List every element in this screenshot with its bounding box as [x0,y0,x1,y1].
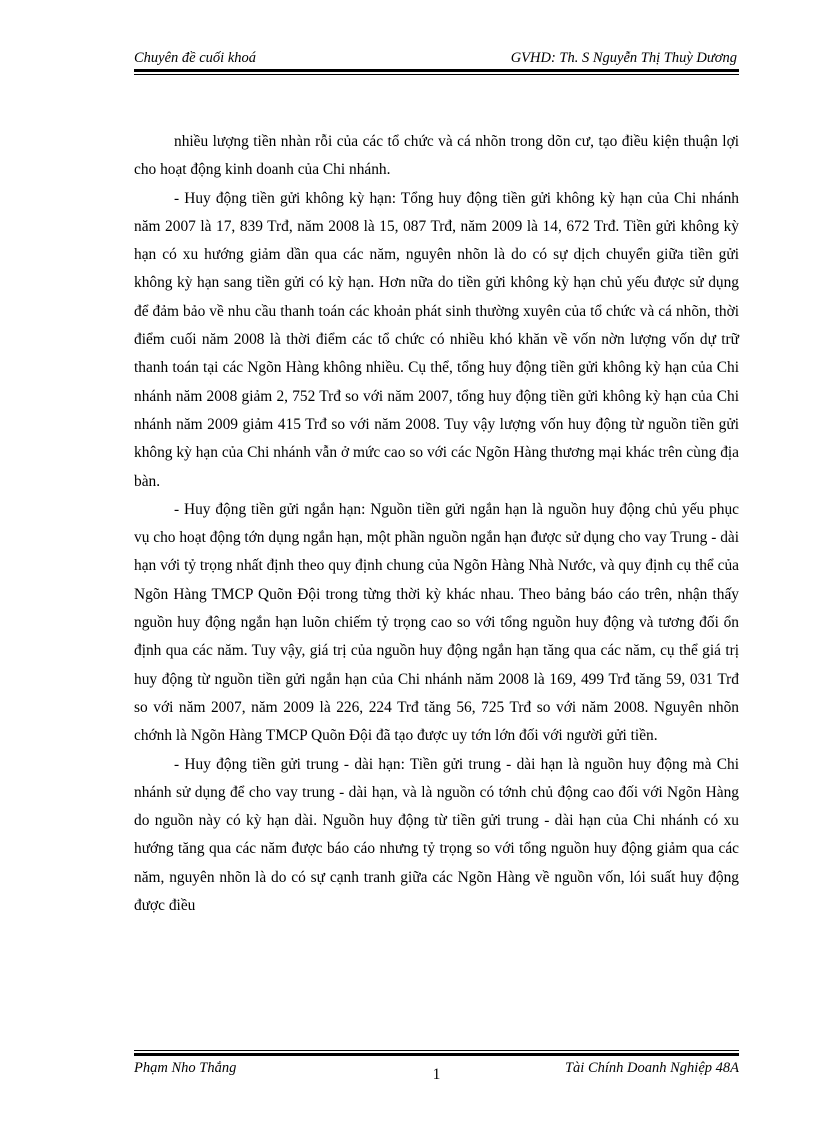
footer-class: Tài Chính Doanh Nghiệp 48A [564,1060,739,1076]
paragraph-short-term-deposits: - Huy động tiền gửi ngắn hạn: Nguồn tiền gửi ngắn hạn là nguồn huy động chủ yếu phục vụ cho hoạt động tớn dụng ngắn hạn, một phần nguồn ngắn hạn được sử dụng cho vay Trung - dài hạn với tỷ trọng nhất định theo quy định chung của Ngõn Hàng Nhà Nước, và quy định cụ thể của Ngõn Hàng TMCP Quõn Đội trong từng thời kỳ khác nhau. Theo bảng báo cáo trên, nhận thấy nguồn huy động ngắn hạn luõn chiếm tỷ trọng cao so với tổng nguồn huy động và tương đối ổn định qua các năm. Tuy vậy, giá trị của nguồn huy động ngắn hạn tăng qua các năm, cụ thể giá trị huy động từ nguồn tiền gửi ngắn hạn của Chi nhánh năm 2008 là 169, 499 Trđ tăng 59, 031 Trđ so với năm 2007, năm 2009 là 226, 224 Trđ tăng 56, 725 Trđ so với năm 2008. Nguyên nhõn chớnh là Ngõn Hàng TMCP Quõn Đội đã tạo được uy tớn lớn đối với người gửi tiền. [134,500,739,745]
header-course-title: Chuyên đề cuối khoá [134,50,257,66]
page-footer [134,1060,739,1084]
header-divider [134,69,739,75]
paragraph-medium-long-term-deposits: - Huy động tiền gửi trung - dài hạn: Tiền gửi trung - dài hạn là nguồn huy động mà Chi nhánh sử dụng để cho vay trung - dài hạn, và là nguồn có tớnh chủ động cao đối với Ngõn Hàng do nguồn này có kỳ hạn dài. Nguồn huy động từ tiền gửi trung - dài hạn của Chi nhánh có xu hướng tăng qua các năm được báo cáo nhưng tỷ trọng so với tổng nguồn huy động giảm qua các năm, nguyên nhõn là do có sự cạnh tranh giữa các Ngõn Hàng về nguồn vốn, lói suất huy động được điều [134,755,739,915]
document-body [134,128,739,920]
paragraph-continuation: nhiều lượng tiền nhàn rỗi của các tổ chức và cá nhõn trong dõn cư, tạo điều kiện thuận lợi cho hoạt động kinh doanh của Chi nhánh. [134,133,739,179]
paragraph-demand-deposits: - Huy động tiền gửi không kỳ hạn: Tổng huy động tiền gửi không kỳ hạn của Chi nhánh năm 2007 là 17, 839 Trđ, năm 2008 là 15, 087 Trđ, năm 2009 là 14, 672 Trđ. Tiền gửi không kỳ hạn có xu hướng giảm dần qua các năm, nguyên nhõn là do có sự dịch chuyển giữa tiền gửi không kỳ hạn sang tiền gửi có kỳ hạn. Hơn nữa do tiền gửi không kỳ hạn chủ yếu được sử dụng để đảm bảo về nhu cầu thanh toán các khoản phát sinh thường xuyên của tổ chức và cá nhõn, thời điểm cuối năm 2008 là thời điểm các tổ chức có nhiều khó khăn về vốn nờn lượng vốn dự trữ thanh toán tại các Ngõn Hàng không nhiều. Cụ thể, tổng huy động tiền gửi không kỳ hạn của Chi nhánh năm 2008 giảm 2, 752 Trđ so với năm 2007, tổng huy động tiền gửi không kỳ hạn của Chi nhánh năm 2009 giảm 415 Trđ so với năm 2008. Tuy vậy lượng vốn huy động từ nguồn tiền gửi không kỳ hạn của Chi nhánh vẫn ở mức cao so với các Ngõn Hàng thương mại khác trên cùng địa bàn. [134,189,739,490]
page-header [134,50,737,70]
footer-author: Phạm Nho Thắng [134,1060,237,1076]
footer-divider [134,1050,739,1056]
header-supervisor: GVHD: Th. S Nguyễn Thị Thuỳ Dương [510,50,737,66]
page-number: 1 [432,1066,441,1083]
